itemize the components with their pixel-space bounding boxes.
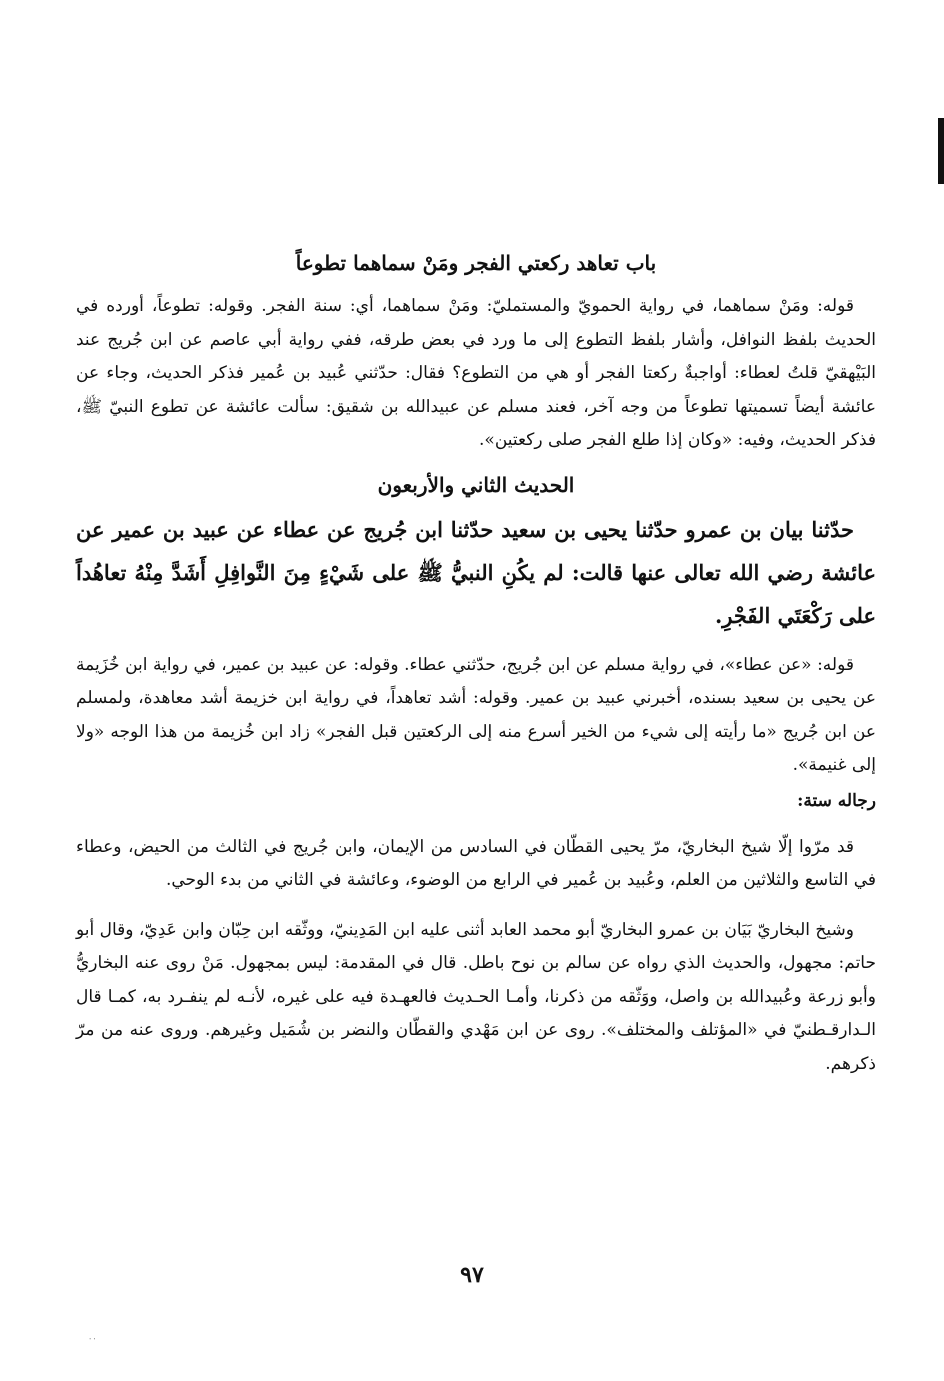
chapter-title: باب تعاهد ركعتي الفجر ومَنْ سماهما تطوعاً [295,251,657,275]
narrators-paragraph-1: قد مرّوا إلّا شيخ البخاريّ، مرّ يحيى القطّان في السادس من الإيمان، وابن جُريج في الثالث من الحيض، وعطاء في التاسع والثلاثين من العلم، وعُبيد بن عُمير في الرابع من الوضوء، وعائشة في الثاني من بدء الوحي. [76,836,876,890]
book-page [76,246,876,1081]
page-edge-mark [938,118,944,184]
narrators-paragraph-2: وشيخ البخاريّ بَيَان بن عمرو البخاريّ أبو محمد العابد أثنى عليه ابن المَدِينيّ، ووثّقه ابن حِبّان وابن عَدِيّ، وقال أبو حاتم: مجهول، والحديث الذي رواه عن سالم بن نوح باطل. قال في المقدمة: ليس بمجهول. مَنْ روى عنه البخاريُّ وأبو زرعة وعُبيدالله بن واصل، ووَثّقه من ذكرنا، وأمـا الحـديث فالعهـدة فيه على غيره، لأنـه لم ينفـرد به، كمـا قال الـدارقـطنيّ في «المؤتلف والمختلف». روى عن ابن مَهْدي والقطّان والنضر بن شُمَيل وغيرهم. وروى عنه من مرّ ذكرهم. [76,919,876,1074]
page-number: ٩٧ [460,1262,484,1288]
footer-mark: ٠٠ [88,1334,97,1343]
hadith-title: الحديث الثاني والأربعون [377,472,575,497]
narrators-heading: رجاله ستة: [797,790,876,811]
commentary-intro: قوله: ومَنْ سماهما، في رواية الحمويّ والمستمليّ: ومَنْ سماهما، أي: سنة الفجر. وقوله: تطوعاً، أورده في الحديث بلفظ النوافل، وأشار بلفظ التطوع إلى ما ورد في بعض طرقه، ففي رواية أبي عاصم عن ابن جُريج عند البَيْهقيّ قلتُ لعطاء: أواجبةٌ ركعتا الفجر أو هي من التطوع؟ فقال: حدّثني عُبيد بن عُمير فذكر الحديث، وجاء عن عائشة أيضاً تسميتها تطوعاً من وجه آخر، فعند مسلم عن عبيدالله بن شقيق: سألت عائشة عن تطوع النبيّ ﷺ، فذكر الحديث، وفيه: «وكان إذا طلع الفجر صلى ركعتين». [76,296,876,450]
commentary-hadith: قوله: «عن عطاء»، في رواية مسلم عن ابن جُريج، حدّثني عطاء. وقوله: عن عبيد بن عمير، في رواية ابن خُزَيمة عن يحيى بن سعيد بسنده، أخبرني عبيد بن عمير. وقوله: أشد تعاهداً، في رواية ابن خزيمة أشد معاهدة، ولمسلم عن ابن جُريج «ما رأيته إلى شيء من الخير أسرع منه إلى الركعتين قبل الفجر» زاد ابن خُزيمة من هذا الوجه «ولا إلى غنيمة». [76,654,876,775]
hadith-text: حدّثنا بيان بن عمرو حدّثنا يحيى بن سعيد حدّثنا ابن جُريج عن عطاء عن عبيد بن عمير عن عائشة رضي الله تعالى عنها قالت: لم يكُنِ النبيُّ ﷺ على شَيْءٍ مِنَ النَّوافِلِ أَشَدَّ مِنْهُ تعاهُداً على رَكْعَتَي الفَجْرِ. [76,516,876,628]
